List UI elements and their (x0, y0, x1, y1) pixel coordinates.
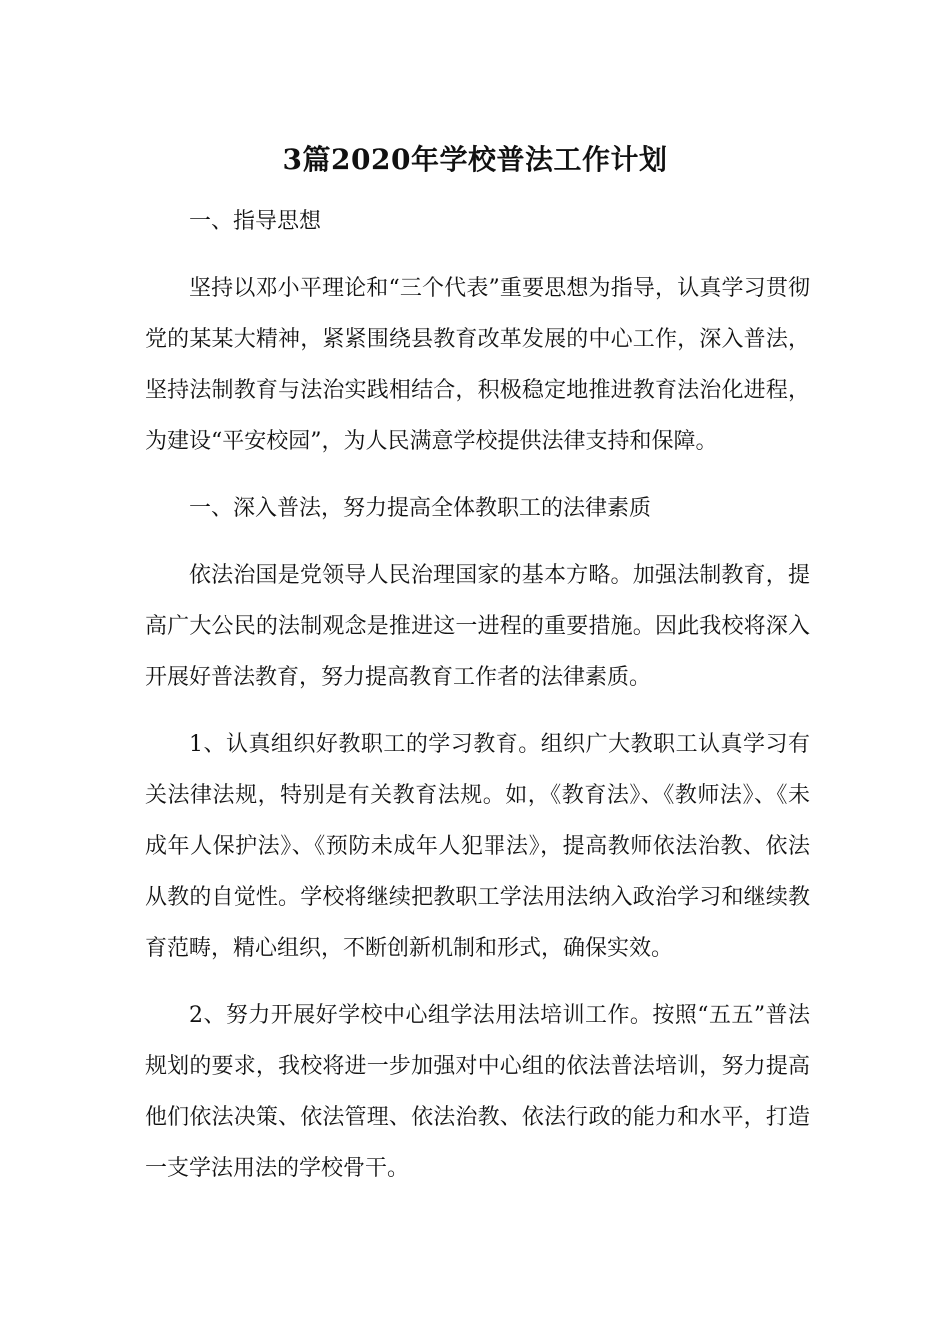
paragraph-rule-of-law: 依法治国是党领导人民治理国家的基本方略。加强法制教育，提高广大公民的法制观念是推进这一进程的重要措施。因此我校将深入开展好普法教育，努力提高教育工作者的法律素质。 (145, 563, 810, 690)
paragraph-guiding-ideology: 坚持以邓小平理论和“三个代表”重要思想为指导，认真学习贯彻党的某某大精神，紧紧围绕县教育改革发展的中心工作，深入普法，坚持法制教育与法治实践相结合，积极稳定地推进教育法治化进程，为建设“平安校园”，为人民满意学校提供法律支持和保障。 (145, 276, 810, 454)
paragraph-item-1: 1、认真组织好教职工的学习教育。组织广大教职工认真学习有关法律法规，特别是有关教育法规。如，《教育法》、《教师法》、《未成年人保护法》、《预防未成年人犯罪法》，提高教师依法治教、依法从教的自觉性。学校将继续把教职工学法用法纳入政治学习和继续教育范畴，精心组织，不断创新机制和形式，确保实效。 (145, 732, 810, 961)
document-title: 3篇2020年学校普法工作计划 (282, 143, 668, 176)
paragraph-item-2: 2、努力开展好学校中心组学法用法培训工作。按照“五五”普法规划的要求，我校将进一步加强对中心组的依法普法培训，努力提高他们依法决策、依法管理、依法治教、依法行政的能力和水平，打造一支学法用法的学校骨干。 (145, 1003, 810, 1181)
document-body (145, 196, 810, 1210)
section-heading-legal-literacy: 一、深入普法，努力提高全体教职工的法律素质 (189, 496, 652, 521)
section-heading-guiding-ideology: 一、指导思想 (189, 209, 322, 234)
